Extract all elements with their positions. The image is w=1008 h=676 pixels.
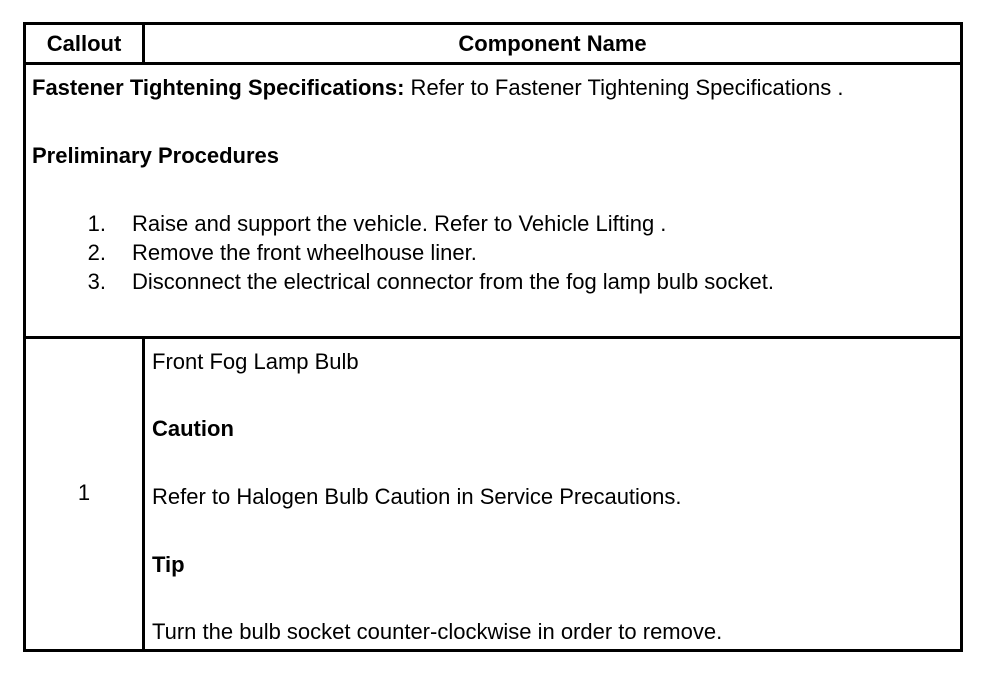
table-row	[26, 339, 960, 649]
tip-heading: Tip	[152, 552, 185, 577]
step-text: Remove the front wheelhouse liner.	[132, 240, 477, 265]
caution-heading: Caution	[152, 416, 234, 441]
procedure-table	[23, 22, 963, 652]
preliminary-row	[26, 65, 960, 339]
tip-text: Turn the bulb socket counter-clockwise in order to remove.	[152, 619, 723, 644]
table-header-row	[26, 25, 960, 65]
preliminary-procedures-heading: Preliminary Procedures	[32, 143, 280, 168]
fastener-spec-line	[32, 75, 843, 101]
callout-number: 1	[77, 480, 91, 505]
step-text: Disconnect the electrical connector from the fog lamp bulb socket.	[132, 269, 774, 294]
component-name: Front Fog Lamp Bulb	[152, 349, 359, 374]
fastener-spec-link[interactable]: Refer to Fastener Tightening Specifications .	[404, 75, 844, 100]
fastener-spec-label: Fastener Tightening Specifications:	[32, 75, 405, 100]
component-name-column-header: Component Name	[458, 31, 647, 56]
caution-text: Refer to Halogen Bulb Caution in Service Precautions.	[152, 484, 682, 509]
component-cell	[152, 339, 952, 649]
callout-column-header: Callout	[26, 25, 145, 62]
step-text: Raise and support the vehicle. Refer to Vehicle Lifting .	[132, 211, 667, 236]
callout-cell	[26, 339, 145, 649]
step-number: 1.	[87, 211, 106, 236]
step-number: 2.	[87, 240, 106, 265]
step-number: 3.	[87, 269, 106, 294]
